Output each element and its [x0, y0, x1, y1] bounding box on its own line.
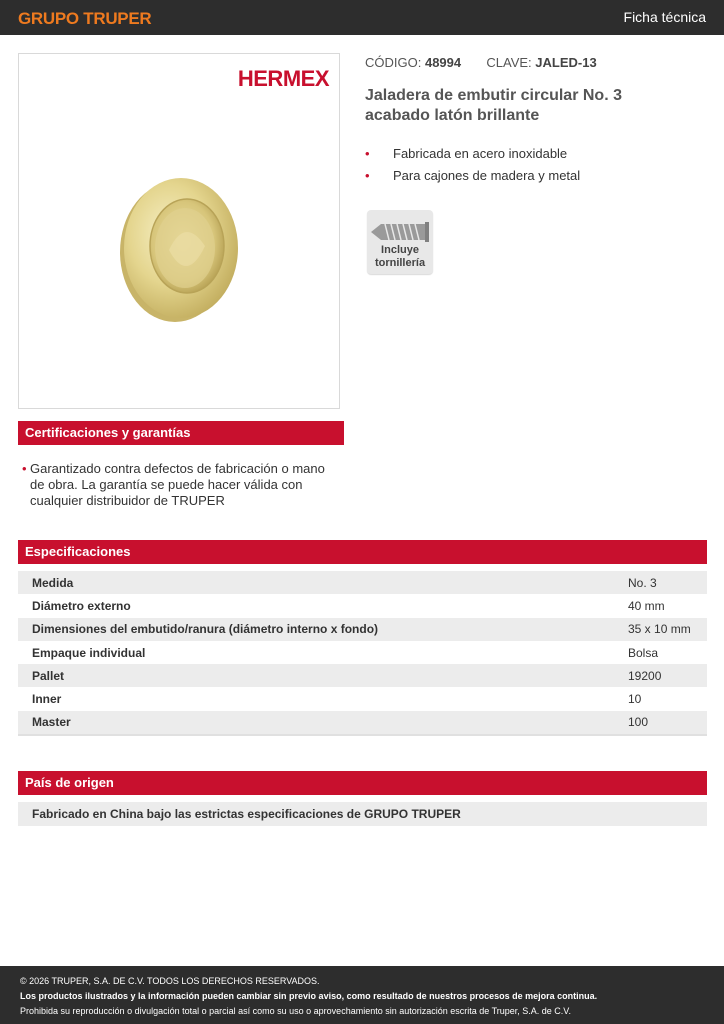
bullet-icon: • [365, 146, 370, 161]
key-label: CLAVE: [486, 55, 532, 70]
badge-label-line-1: Incluye [381, 244, 419, 256]
screw-icon [367, 210, 433, 244]
table-row [18, 711, 707, 735]
product-title [365, 86, 705, 126]
product-photo-frame [18, 53, 340, 409]
spec-value: 10 [628, 692, 642, 707]
includes-screws-badge [367, 210, 433, 274]
spec-value: 35 x 10 mm [628, 618, 707, 641]
table-row [18, 664, 707, 687]
product-codes [365, 55, 597, 70]
spec-value: 19200 [628, 664, 707, 687]
spec-label: Inner [32, 692, 62, 707]
feature-list [365, 145, 580, 189]
table-row [18, 618, 707, 641]
spec-label: Diámetro externo [32, 598, 131, 613]
document-type: Ficha técnica [623, 9, 706, 25]
spec-value: 100 [628, 711, 707, 735]
footer [0, 966, 724, 1024]
product-title-line-2: acabado latón brillante [365, 107, 540, 124]
bullet-icon: • [22, 461, 27, 476]
spec-value: 40 mm [628, 598, 665, 613]
feature-text: Fabricada en acero inoxidable [393, 146, 568, 161]
feature-text: Para cajones de madera y metal [393, 168, 581, 183]
spec-value: No. 3 [628, 571, 707, 594]
spec-label: Dimensiones del embutido/ranura (diámetro interno x fondo) [18, 618, 628, 641]
badge-label-line-2: tornillería [374, 257, 426, 269]
key-value: JALED-13 [535, 55, 597, 70]
spec-value: Bolsa [628, 645, 659, 660]
feature-item [365, 167, 580, 189]
table-row [18, 594, 707, 617]
certifications-heading: Certificaciones y garantías [18, 421, 344, 445]
bullet-icon: • [365, 168, 370, 183]
table-row [18, 641, 707, 664]
feature-item [365, 145, 580, 167]
origin-text: Fabricado en China bajo las estrictas especificaciones de GRUPO TRUPER [18, 802, 707, 826]
product-brand-logo: HERMEX [237, 66, 329, 91]
specifications-table [18, 571, 707, 736]
footer-copyright: © 2026 TRUPER, S.A. DE C.V. TODOS LOS DERECHOS RESERVADOS. [20, 976, 320, 986]
top-bar [0, 0, 724, 35]
table-row [18, 687, 707, 710]
specifications-heading: Especificaciones [18, 540, 707, 564]
product-image [115, 176, 245, 326]
spec-label: Master [18, 711, 628, 735]
code-value: 48994 [424, 55, 462, 70]
spec-label: Medida [18, 571, 628, 594]
certifications-text: Garantizado contra defectos de fabricación o mano de obra. La garantía se puede hacer válida con cualquier distribuidor de TRUPER [30, 461, 325, 508]
footer-legal: Prohibida su reproducción o divulgación total o parcial así como su uso o aprovechamiento sin autorización escrita de Truper, S.A. de C.V. [20, 1006, 571, 1016]
spec-label: Empaque individual [32, 645, 146, 660]
product-title-line-1: Jaladera de embutir circular No. 3 [365, 87, 622, 104]
brand-logo: GRUPO TRUPER [18, 9, 152, 28]
code-label: CÓDIGO: [365, 55, 422, 70]
spec-label: Pallet [18, 664, 628, 687]
origin-heading: País de origen [18, 771, 707, 795]
footer-notice: Los productos ilustrados y la información pueden cambiar sin previo aviso, como resultado de nuestros procesos de mejora continua. [20, 991, 598, 1001]
table-row [18, 571, 707, 594]
badge-label [367, 244, 433, 270]
certifications-text-block [22, 461, 342, 509]
